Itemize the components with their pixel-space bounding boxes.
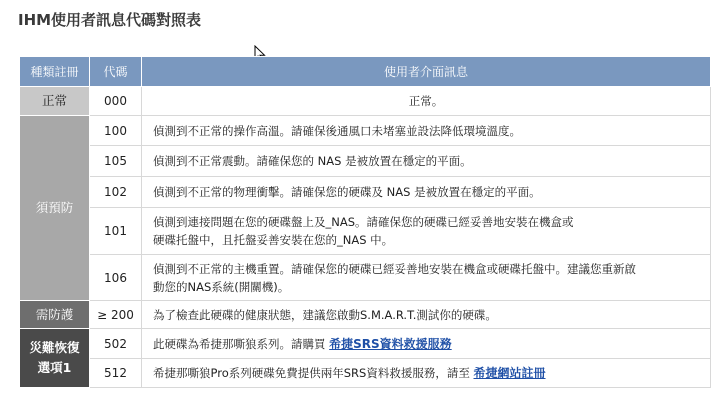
row-code: 102	[90, 177, 142, 208]
header-code: 代碼	[90, 57, 142, 87]
table-row	[20, 87, 711, 116]
row-message	[142, 359, 711, 388]
category-normal: 正常	[20, 87, 90, 116]
table-row	[20, 359, 711, 388]
row-message: 偵測到不正常的物理衝擊。請確保您的硬碟及 NAS 是被放置在穩定的平面。	[142, 177, 711, 208]
header-message: 使用者介面訊息	[142, 57, 711, 87]
header-category: 種類註冊	[20, 57, 90, 87]
row-message-text: 此硬碟為希捷那嘶狼系列。請購買	[153, 336, 326, 351]
table-row	[20, 116, 711, 146]
row-code: 106	[90, 255, 142, 301]
category-guard: 需防護	[20, 301, 90, 329]
code-table	[19, 56, 711, 388]
register-link[interactable]: 希捷網站註冊	[473, 366, 546, 380]
row-message-line: 硬碟托盤中，且托盤妥善安裝在您的_NAS 中。	[153, 233, 394, 247]
table-header-row	[20, 57, 711, 87]
row-code: 101	[90, 208, 142, 255]
table-row	[20, 208, 711, 255]
srs-service-link[interactable]: 希捷SRS資料救援服務	[329, 336, 452, 351]
row-code: 502	[90, 329, 142, 359]
row-message	[142, 255, 711, 301]
row-message: 偵測到不正常震動。請確保您的 NAS 是被放置在穩定的平面。	[142, 146, 711, 177]
row-message	[142, 208, 711, 255]
row-message	[142, 329, 711, 359]
category-recover-line: 災難恢復	[29, 340, 80, 355]
row-code: 105	[90, 146, 142, 177]
row-code: 100	[90, 116, 142, 146]
table-row	[20, 329, 711, 359]
row-message-line: 偵測到不正常的主機重置。請確保您的硬碟已經妥善地安裝在機盒或硬碟托盤中。建議您重新啟	[153, 261, 636, 276]
page-title: IHM使用者訊息代碼對照表	[18, 11, 202, 29]
row-message-line: 偵測到連接問題在您的硬碟盤上及_NAS。請確保您的硬碟已經妥善地安裝在機盒或	[153, 215, 574, 229]
table-row	[20, 146, 711, 177]
category-recover	[20, 329, 90, 388]
row-code: 512	[90, 359, 142, 388]
row-message: 正常。	[142, 87, 711, 116]
category-recover-line: 選項1	[37, 360, 72, 375]
table-row	[20, 301, 711, 329]
row-code: 000	[90, 87, 142, 116]
row-message: 為了檢查此硬碟的健康狀態，建議您啟動S.M.A.R.T.測試你的硬碟。	[142, 301, 711, 329]
row-message-text: 希捷那嘶狼Pro系列硬碟免費提供兩年SRS資料救援服務，請至	[153, 366, 470, 380]
table-row	[20, 177, 711, 208]
table-row	[20, 255, 711, 301]
row-code: ≥ 200	[90, 301, 142, 329]
row-message: 偵測到不正常的操作高溫。請確保後通風口未堵塞並設法降低環境溫度。	[142, 116, 711, 146]
category-prevent: 須預防	[20, 116, 90, 301]
row-message-line: 動您的NAS系統(開關機)。	[153, 279, 290, 294]
